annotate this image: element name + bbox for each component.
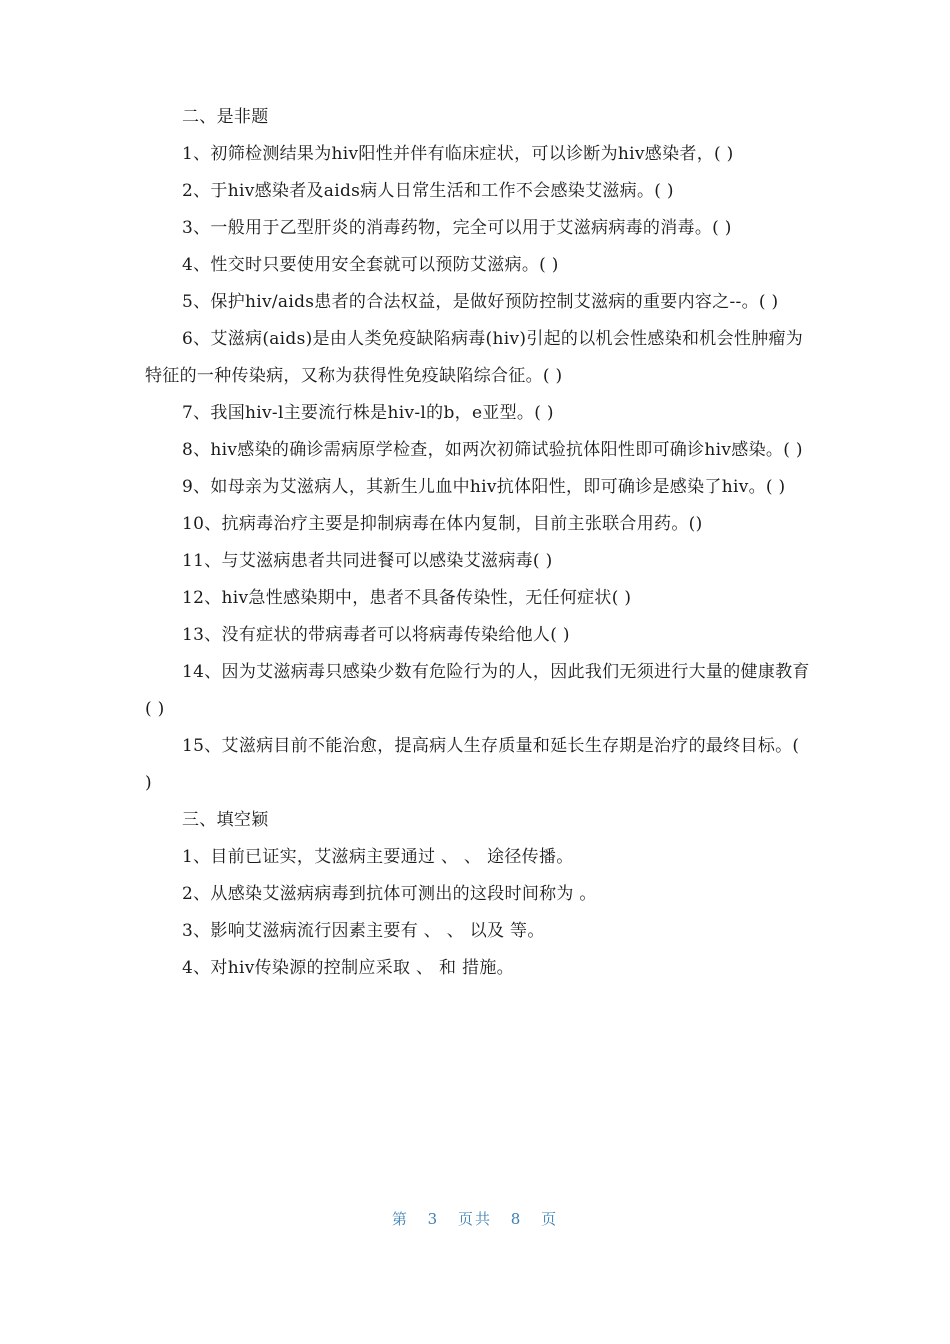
question-item: 6、艾滋病(aids)是由人类免疫缺陷病毒(hiv)引起的以机会性感染和机会性肿瘤为特征的一种传染病，又称为获得性免疫缺陷综合征。( ) bbox=[145, 329, 804, 386]
question-item: 14、因为艾滋病毒只感染少数有危险行为的人，因此我们无须进行大量的健康教育( ) bbox=[145, 662, 810, 719]
question-item: 8、hiv感染的确诊需病原学检查，如两次初筛试验抗体阳性即可确诊hiv感染。( ) bbox=[182, 440, 803, 460]
section-heading-fill-blank: 三、填空颖 bbox=[182, 810, 269, 830]
question-item: 13、没有症状的带病毒者可以将病毒传染给他人( ) bbox=[182, 625, 570, 645]
question-item: 2、于hiv感染者及aids病人日常生活和工作不会感染艾滋病。( ) bbox=[182, 181, 674, 201]
question-item: 2、从感染艾滋病病毒到抗体可测出的这段时间称为 。 bbox=[182, 884, 597, 904]
question-item: 4、性交时只要使用安全套就可以预防艾滋病。( ) bbox=[182, 255, 559, 275]
question-item: 5、保护hiv/aids患者的合法权益，是做好预防控制艾滋病的重要内容之--。( ) bbox=[182, 292, 779, 312]
question-item: 11、与艾滋病患者共同进餐可以感染艾滋病毒( ) bbox=[182, 551, 553, 571]
question-item: 15、艾滋病目前不能治愈，提高病人生存质量和延长生存期是治疗的最终目标。( ) bbox=[145, 736, 800, 793]
question-item: 7、我国hiv-l主要流行株是hiv-l的b，e亚型。( ) bbox=[182, 403, 554, 423]
page-number-footer: 第 3 页共 8 页 bbox=[391, 1210, 559, 1228]
question-item: 9、如母亲为艾滋病人，其新生儿血中hiv抗体阳性，即可确诊是感染了hiv。( ) bbox=[182, 477, 786, 497]
question-item: 12、hiv急性感染期中，患者不具备传染性，无任何症状( ) bbox=[182, 588, 632, 608]
document-body bbox=[145, 99, 810, 987]
question-item: 3、影响艾滋病流行因素主要有 、 、 以及 等。 bbox=[182, 921, 545, 941]
question-item: 1、目前已证实，艾滋病主要通过 、 、 途径传播。 bbox=[182, 847, 574, 867]
question-item: 3、一般用于乙型肝炎的消毒药物，完全可以用于艾滋病病毒的消毒。( ) bbox=[182, 218, 732, 238]
question-item: 10、抗病毒治疗主要是抑制病毒在体内复制，目前主张联合用药。() bbox=[182, 514, 703, 534]
question-item: 4、对hiv传染源的控制应采取 、 和 措施。 bbox=[182, 958, 514, 978]
section-heading-true-false: 二、是非题 bbox=[182, 107, 269, 127]
question-item: 1、初筛检测结果为hiv阳性并伴有临床症状，可以诊断为hiv感染者，( ) bbox=[182, 144, 734, 164]
